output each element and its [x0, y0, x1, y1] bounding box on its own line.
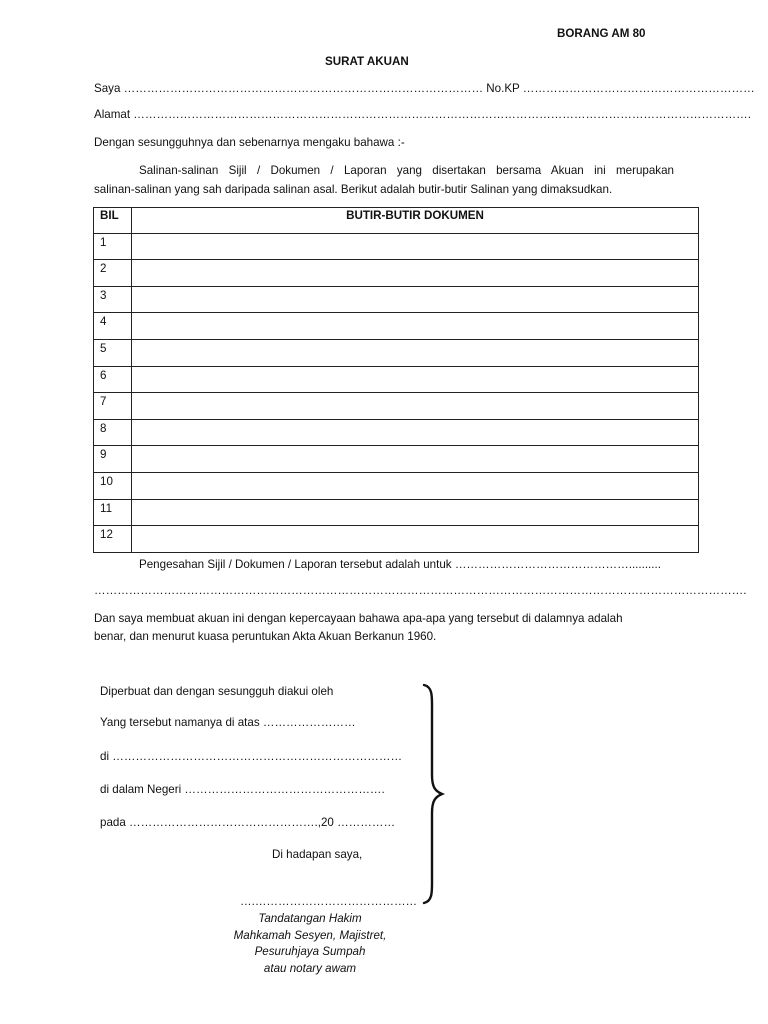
row-butir-cell [132, 339, 699, 366]
form-code: BORANG AM 80 [557, 27, 646, 40]
row-butir-cell [132, 286, 699, 313]
document-title: SURAT AKUAN [325, 55, 409, 68]
row-bil-cell: 4 [94, 313, 132, 340]
nama-line: Yang tersebut namanya di atas …………………… [100, 716, 356, 729]
table-row [94, 366, 699, 393]
saya-nokp-line: Saya ………………………………………………………………………………… No.KP …………………………………………………… [94, 82, 755, 95]
right-brace-icon [420, 683, 446, 905]
row-butir-cell [132, 366, 699, 393]
table-row [94, 286, 699, 313]
officer-line-2: Mahkamah Sesyen, Majistret, [233, 928, 387, 942]
negeri-line: di dalam Negeri ……………………………………………. [100, 783, 385, 796]
declaration-line-1: Salinan-salinan Sijil / Dokumen / Laporan yang disertakan bersama Akuan ini merupakan [139, 164, 674, 177]
row-butir-cell [132, 313, 699, 340]
row-bil-cell: 12 [94, 526, 132, 553]
row-butir-cell [132, 499, 699, 526]
pada-line: pada ………………………………………….,20 …………… [100, 816, 396, 829]
table-row [94, 446, 699, 473]
declaration-intro: Dengan sesungguhnya dan sebenarnya mengaku bahawa :- [94, 136, 405, 149]
alamat-line: Alamat ……………………………………………………………………………………………………………………………………………. [94, 108, 751, 121]
di-line: di ………………………………………………………………… [100, 750, 403, 763]
table-row [94, 499, 699, 526]
statement-line-1: Dan saya membuat akuan ini dengan kepercayaan bahawa apa-apa yang tersebut di dalamnya adalah [94, 612, 623, 625]
row-butir-cell [132, 393, 699, 420]
row-bil-cell: 7 [94, 393, 132, 420]
table-row [94, 260, 699, 287]
row-bil-cell: 5 [94, 339, 132, 366]
table-row [94, 313, 699, 340]
row-butir-cell [132, 446, 699, 473]
row-bil-cell: 6 [94, 366, 132, 393]
officer-line-4: atau notary awam [263, 961, 357, 975]
signature-line: ….…………………………………… [240, 895, 418, 908]
row-bil-cell: 11 [94, 499, 132, 526]
row-butir-cell [132, 260, 699, 287]
declaration-line-2: salinan-salinan yang sah daripada salinan asal. Berikut adalah butir-butir Salinan yang dimaksudkan. [94, 183, 613, 196]
row-bil-cell: 3 [94, 286, 132, 313]
row-bil-cell: 10 [94, 472, 132, 499]
table-row [94, 419, 699, 446]
documents-table [93, 207, 699, 553]
table-row [94, 393, 699, 420]
officer-title-block [210, 911, 410, 977]
row-bil-cell: 8 [94, 419, 132, 446]
hadapan-line: Di hadapan saya, [272, 848, 363, 861]
row-butir-cell [132, 472, 699, 499]
header-bil: BIL [94, 208, 132, 234]
row-butir-cell [132, 419, 699, 446]
diperbuat-line: Diperbuat dan dengan sesungguh diakui oleh [100, 685, 334, 698]
row-butir-cell [132, 526, 699, 553]
row-butir-cell [132, 233, 699, 260]
officer-line-1: Tandatangan Hakim [258, 912, 362, 925]
row-bil-cell: 9 [94, 446, 132, 473]
table-row [94, 526, 699, 553]
table-header-row [94, 208, 699, 234]
table-row [94, 339, 699, 366]
header-butir-dokumen: BUTIR-BUTIR DOKUMEN [132, 208, 699, 234]
officer-line-3: Pesuruhjaya Sumpah [254, 945, 366, 958]
declaration-paragraph [94, 161, 674, 199]
table-row [94, 233, 699, 260]
row-bil-cell: 2 [94, 260, 132, 287]
purpose-line: Pengesahan Sijil / Dokumen / Laporan tersebut adalah untuk ……………………………………….......... [139, 558, 661, 571]
table-row [94, 472, 699, 499]
purpose-continuation-line: ……………………………………………………………………………………………………………………………………………………. [94, 584, 747, 597]
statement-line-2: benar, dan menurut kuasa peruntukan Akta Akuan Berkanun 1960. [94, 630, 437, 643]
row-bil-cell: 1 [94, 233, 132, 260]
